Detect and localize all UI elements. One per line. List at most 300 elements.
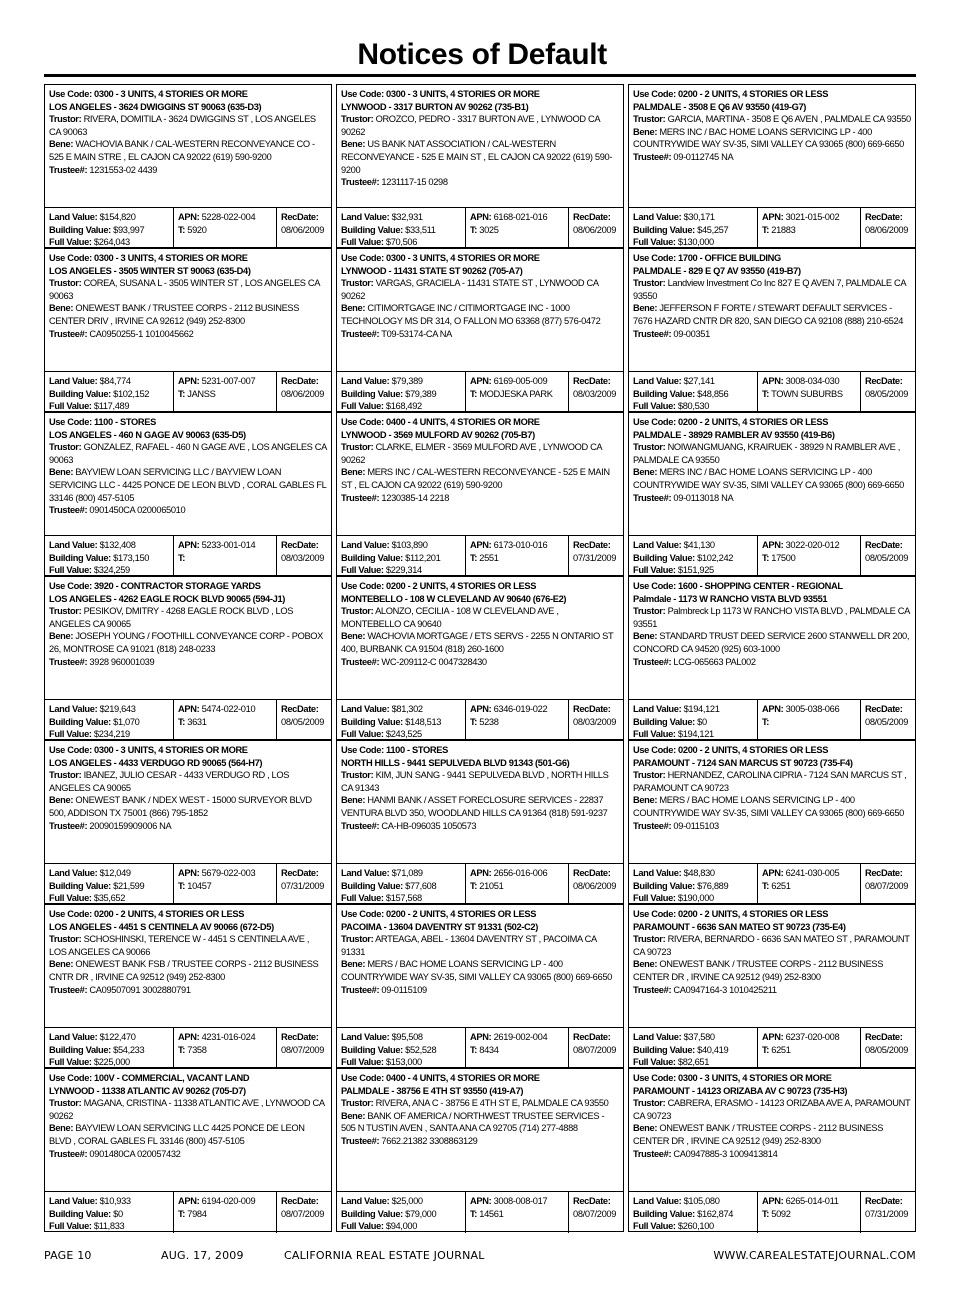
beneficiary-value: MERS INC / BAC HOME LOANS SERVICING LP - 400 COUNTRYWIDE WAY SV-35, SIMI VALLEY CA 93065 (800) 669-6650 (633, 126, 904, 150)
value-row (45, 863, 331, 903)
beneficiary-value: ONEWEST BANK / TRUSTEE CORPS - 2112 BUSINESS CENTER DRIV , IRVINE CA 92612 (949) 252-8300 (49, 303, 300, 326)
value-row (629, 863, 915, 903)
use-code: Use Code: 0300 - 3 UNITS, 4 STORIES OR MORE (341, 89, 540, 99)
recdate-value: 08/05/2009 (865, 552, 909, 563)
building-value-value: $45,257 (697, 224, 729, 235)
trustee-number-value: 7662.21382 3308863129 (381, 1135, 478, 1146)
recdate-column (860, 208, 915, 249)
trustee-number (49, 1148, 328, 1161)
value-row (337, 207, 623, 247)
full-value-value: $157,568 (385, 893, 422, 904)
building-value-label: Building Value: (633, 388, 695, 399)
trustor (633, 277, 912, 302)
building-value-value: $162,874 (697, 1208, 734, 1219)
beneficiary-value: MERS / BAC HOME LOANS SERVICING LP - 400 COUNTRYWIDE WAY SV-35, SIMI VALLEY CA 93065 (800) 669-6650 (341, 959, 612, 982)
property-address: Palmdale - 1173 W RANCHO VISTA BLVD 93551 (633, 593, 828, 604)
full-value-label: Full Value: (49, 1221, 92, 1232)
trustor-value: ARTEAGA, ABEL - 13604 DAVENTRY ST , PACOIMA CA 91331 (341, 934, 597, 957)
land-value-value: $48,830 (683, 868, 715, 878)
notice-details (49, 744, 328, 864)
property-address: NORTH HILLS - 9441 SEPULVEDA BLVD 91343 (501-G6) (341, 757, 570, 768)
apn-value: 6169-005-009 (493, 376, 548, 386)
land-value-value: $105,080 (683, 1196, 720, 1206)
building-value-label: Building Value: (49, 552, 111, 563)
apn (470, 867, 565, 880)
land-value-value: $79,389 (391, 376, 423, 386)
apn-column (173, 700, 276, 741)
notice-card (336, 576, 624, 740)
trustor (633, 605, 912, 630)
beneficiary-value: JEFFERSON F FORTE / STEWART DEFAULT SERVICES - 7676 HAZARD CNTR DR 820, SAN DIEGO CA 92108 (888) 210-6524 (633, 303, 904, 326)
property-address: LYNWOOD - 11431 STATE ST 90262 (705-A7) (341, 265, 523, 276)
trustor (633, 1097, 912, 1122)
recdate-value: 08/07/2009 (865, 880, 909, 891)
use-code: Use Code: 0200 - 2 UNITS, 4 STORIES OR LESS (341, 581, 537, 591)
tract (762, 880, 857, 893)
use-code: Use Code: 0300 - 3 UNITS, 4 STORIES OR MORE (49, 89, 248, 99)
full-value-label: Full Value: (49, 237, 92, 248)
apn (470, 1031, 565, 1044)
recdate-column (860, 1028, 915, 1069)
land-value (49, 211, 170, 224)
trustee-number (633, 328, 912, 341)
tract-label: T: (178, 552, 186, 563)
full-value-label: Full Value: (341, 237, 384, 248)
full-value (633, 1056, 754, 1069)
notice-card (44, 576, 332, 740)
apn (762, 539, 857, 552)
land-value-label: Land Value: (341, 704, 390, 714)
apn (762, 375, 857, 388)
tract-value: 5238 (479, 716, 499, 727)
tract-value: 5092 (771, 1208, 791, 1219)
use-code: Use Code: 1100 - STORES (49, 417, 156, 427)
beneficiary-label: Bene: (341, 467, 366, 478)
full-value (341, 1220, 462, 1233)
apn-column (465, 536, 568, 577)
trustee-number-value: CA0950255-1 1010045662 (89, 328, 194, 339)
recdate-label: RecDate: (573, 376, 611, 386)
full-value-label: Full Value: (49, 565, 92, 576)
recdate-column (568, 1028, 623, 1069)
trustee-number (341, 492, 620, 505)
trustee-number-label: Trustee#: (49, 1148, 88, 1159)
recdate-value: 08/06/2009 (281, 224, 325, 235)
trustee-number-value: CA-HB-096035 1050573 (381, 820, 477, 831)
notice-card (628, 904, 916, 1068)
apn-value: 3008-034-030 (785, 376, 840, 386)
full-value (49, 400, 170, 413)
trustor (49, 441, 328, 466)
building-value-value: $0 (697, 716, 707, 727)
apn-value: 6241-030-005 (785, 868, 840, 878)
tract-value: 8434 (479, 1044, 499, 1055)
trustor-value: ALONZO, CECILIA - 108 W CLEVELAND AVE , MONTEBELLO CA 90640 (341, 606, 559, 629)
notice-card (336, 904, 624, 1068)
value-row (337, 863, 623, 903)
value-row (45, 207, 331, 247)
use-code: Use Code: 0200 - 2 UNITS, 4 STORIES OR LESS (633, 89, 829, 99)
trustee-number-label: Trustee#: (341, 656, 380, 667)
apn (470, 211, 565, 224)
notice-card (628, 740, 916, 904)
tract-label: T: (470, 1208, 478, 1219)
apn (178, 211, 273, 224)
trustor-label: Trustor: (633, 114, 666, 125)
use-code: Use Code: 1600 - SHOPPING CENTER - REGIONAL (633, 581, 843, 591)
notice-card (44, 248, 332, 412)
value-column (45, 864, 173, 905)
notice-details (633, 744, 912, 864)
beneficiary (49, 138, 328, 163)
apn (178, 1031, 273, 1044)
apn-value: 3022-020-012 (785, 540, 840, 550)
full-value-value: $194,121 (677, 729, 714, 740)
apn-label: APN: (470, 212, 492, 222)
property-address: LYNWOOD - 3569 MULFORD AV 90262 (705-B7) (341, 429, 535, 440)
land-value-value: $103,890 (391, 540, 428, 550)
recdate-value: 08/06/2009 (573, 224, 617, 235)
trustee-number-label: Trustee#: (633, 1148, 672, 1159)
value-row (45, 1027, 331, 1067)
value-row (337, 699, 623, 739)
recdate-column (568, 372, 623, 413)
tract (470, 716, 565, 729)
recdate-value: 08/05/2009 (865, 1044, 909, 1055)
trustor-label: Trustor: (633, 934, 666, 945)
notice-card (336, 84, 624, 248)
full-value-label: Full Value: (633, 565, 676, 576)
land-value-value: $25,000 (391, 1196, 423, 1206)
value-column (629, 1028, 757, 1069)
trustee-number (49, 656, 328, 669)
apn (178, 703, 273, 716)
recdate-label: RecDate: (281, 1032, 319, 1042)
land-value (633, 539, 754, 552)
tract (178, 1208, 273, 1221)
trustor (341, 933, 620, 958)
full-value-value: $11,833 (93, 1221, 125, 1232)
apn-label: APN: (762, 868, 784, 878)
trustor-label: Trustor: (49, 770, 82, 781)
value-column (337, 1028, 465, 1069)
beneficiary-label: Bene: (633, 959, 658, 970)
building-value-value: $48,856 (697, 388, 729, 399)
building-value-value: $52,528 (405, 1044, 437, 1055)
trustee-number-value: WC-209112-C 0047328430 (381, 656, 487, 667)
full-value (633, 400, 754, 413)
trustee-number-label: Trustee#: (633, 984, 672, 995)
building-value (633, 1208, 754, 1221)
apn-value: 5231-007-007 (201, 376, 256, 386)
property-address: LOS ANGELES - 460 N GAGE AV 90063 (635-D5) (49, 429, 246, 440)
land-value-value: $30,171 (683, 212, 715, 222)
recdate-value: 08/07/2009 (573, 1044, 617, 1055)
apn (470, 1195, 565, 1208)
value-column (45, 536, 173, 577)
apn-column (465, 1192, 568, 1233)
tract-value: 14561 (479, 1208, 504, 1219)
apn-column (465, 1028, 568, 1069)
trustee-number (49, 820, 328, 833)
recdate-label: RecDate: (281, 212, 319, 222)
apn-value: 6168-021-016 (493, 212, 548, 222)
full-value (341, 564, 462, 577)
building-value-value: $33,511 (405, 224, 436, 235)
beneficiary-label: Bene: (633, 1123, 658, 1134)
full-value (341, 728, 462, 741)
recdate-label: RecDate: (865, 540, 903, 550)
land-value-label: Land Value: (49, 868, 98, 878)
beneficiary-label: Bene: (341, 1110, 366, 1121)
recdate-value: 08/03/2009 (281, 552, 325, 563)
full-value-label: Full Value: (633, 893, 676, 904)
value-column (629, 536, 757, 577)
trustor-value: GONZALEZ, RAFAEL - 460 N GAGE AVE , LOS ANGELES CA 90063 (49, 442, 327, 465)
use-code: Use Code: 3920 - CONTRACTOR STORAGE YARDS (49, 581, 261, 591)
value-row (45, 371, 331, 411)
apn-column (465, 700, 568, 741)
land-value-label: Land Value: (341, 376, 390, 386)
notice-card (44, 904, 332, 1068)
tract-label: T: (470, 1044, 478, 1055)
trustee-number-label: Trustee#: (633, 328, 672, 339)
full-value-value: $243,525 (385, 729, 422, 740)
land-value-value: $154,820 (99, 212, 136, 222)
value-column (629, 864, 757, 905)
notice-details (633, 416, 912, 536)
apn-value: 5679-022-003 (201, 868, 256, 878)
recdate-label: RecDate: (281, 540, 319, 550)
apn-label: APN: (762, 376, 784, 386)
value-row (629, 535, 915, 575)
full-value-value: $35,652 (93, 893, 126, 904)
tract-value: 7358 (187, 1044, 207, 1055)
beneficiary (341, 630, 620, 655)
trustor-value: PESIKOV, DMITRY - 4268 EAGLE ROCK BLVD , LOS ANGELES CA 90065 (49, 606, 294, 629)
land-value-value: $95,508 (391, 1032, 423, 1042)
apn-value: 6265-014-011 (785, 1196, 839, 1206)
apn (762, 1195, 857, 1208)
property-address: LOS ANGELES - 4262 EAGLE ROCK BLVD 90065 (594-J1) (49, 593, 286, 604)
land-value-value: $32,931 (391, 212, 423, 222)
page-footer (44, 1249, 916, 1263)
beneficiary (633, 302, 912, 327)
trustee-number-value: 1231117-15 0298 (381, 177, 448, 188)
land-value (341, 867, 462, 880)
apn-column (173, 372, 276, 413)
apn-value: 4231-016-024 (201, 1032, 256, 1042)
use-code: Use Code: 1100 - STORES (341, 745, 448, 755)
notice-card (628, 412, 916, 576)
tract-label: T: (178, 388, 186, 399)
trustee-number (633, 820, 912, 833)
value-column (45, 372, 173, 413)
recdate-label: RecDate: (865, 868, 903, 878)
land-value-value: $41,130 (683, 540, 715, 550)
apn (178, 867, 273, 880)
recdate-value: 08/05/2009 (865, 388, 909, 399)
full-value-value: $153,000 (385, 1057, 422, 1068)
recdate-label: RecDate: (573, 1196, 611, 1206)
apn-column (173, 536, 276, 577)
use-code: Use Code: 0200 - 2 UNITS, 4 STORIES OR LESS (633, 909, 829, 919)
full-value (633, 1220, 754, 1233)
tract (470, 388, 565, 401)
recdate-value: 08/03/2009 (573, 716, 617, 727)
trustee-number (341, 984, 620, 997)
notice-card (336, 1068, 624, 1232)
recdate-column (276, 1028, 331, 1069)
value-row (629, 207, 915, 247)
apn-value: 5233-001-014 (201, 540, 256, 550)
value-row (629, 1027, 915, 1067)
tract-value: 2551 (479, 552, 499, 563)
land-value-value: $10,933 (99, 1196, 131, 1206)
tract-value: 3631 (187, 716, 207, 727)
full-value-label: Full Value: (633, 729, 676, 740)
tract-value: TOWN SUBURBS (771, 388, 843, 399)
beneficiary-label: Bene: (633, 467, 658, 478)
tract-value: 21883 (771, 224, 796, 235)
notice-details (49, 1072, 328, 1192)
trustor-value: RIVERA, ANA C - 38756 E 4TH ST E, PALMDALE CA 93550 (375, 1098, 609, 1109)
trustee-number-label: Trustee#: (341, 820, 380, 831)
trustor-value: OROZCO, PEDRO - 3317 BURTON AVE , LYNWOOD CA 90262 (341, 114, 600, 137)
use-code: Use Code: 0200 - 2 UNITS, 4 STORIES OR LESS (49, 909, 245, 919)
notice-details (341, 88, 620, 208)
recdate-column (860, 864, 915, 905)
land-value-value: $194,121 (683, 704, 720, 714)
trustee-number-value: 3928 960001039 (89, 656, 155, 667)
full-value (49, 236, 170, 249)
beneficiary-value: MERS / BAC HOME LOANS SERVICING LP - 400 COUNTRYWIDE WAY SV-35, SIMI VALLEY CA 93065 (800) 669-6650 (633, 795, 904, 818)
trustee-number-label: Trustee#: (633, 492, 672, 503)
building-value-label: Building Value: (633, 224, 695, 235)
land-value-label: Land Value: (49, 704, 98, 714)
beneficiary-label: Bene: (633, 631, 658, 642)
property-address: PALMDALE - 3508 E Q6 AV 93550 (419-G7) (633, 101, 807, 112)
building-value-label: Building Value: (341, 716, 403, 727)
tract (178, 388, 273, 401)
full-value (49, 1220, 170, 1233)
trustee-number (341, 176, 620, 189)
notice-card (44, 412, 332, 576)
full-value (49, 728, 170, 741)
notice-card (44, 1068, 332, 1232)
beneficiary-value: ONEWEST BANK FSB / TRUSTEE CORPS - 2112 BUSINESS CNTR DR , IRVINE CA 92512 (949) 252-8300 (49, 959, 319, 982)
full-value-value: $229,314 (385, 565, 422, 576)
notice-details (341, 744, 620, 864)
trustee-number (341, 820, 620, 833)
apn-label: APN: (762, 1032, 784, 1042)
apn-label: APN: (762, 1196, 784, 1206)
notice-details (633, 252, 912, 372)
full-value (633, 564, 754, 577)
recdate-label: RecDate: (573, 868, 611, 878)
beneficiary-label: Bene: (633, 303, 658, 314)
recdate-value: 08/06/2009 (573, 880, 617, 891)
recdate-column (568, 536, 623, 577)
land-value (341, 539, 462, 552)
recdate-column (860, 536, 915, 577)
beneficiary (49, 794, 328, 819)
value-column (337, 1192, 465, 1233)
tract-label: T: (178, 880, 186, 891)
apn-label: APN: (470, 1032, 492, 1042)
building-value-value: $79,000 (405, 1208, 437, 1219)
land-value (633, 867, 754, 880)
trustee-number-value: T09-53174-CA NA (381, 328, 452, 339)
footer-website[interactable]: WWW.CAREALESTATEJOURNAL.COM (713, 1249, 916, 1262)
notice-details (341, 416, 620, 536)
beneficiary-label: Bene: (49, 795, 74, 806)
trustee-number-value: CA0947885-3 1009413814 (673, 1148, 778, 1159)
trustor (341, 1097, 620, 1110)
trustor-label: Trustor: (49, 1098, 82, 1109)
tract-value: 5920 (187, 224, 207, 235)
notice-details (341, 580, 620, 700)
land-value-label: Land Value: (633, 868, 682, 878)
land-value-label: Land Value: (49, 540, 98, 550)
tract-label: T: (762, 224, 770, 235)
notice-card (336, 248, 624, 412)
beneficiary-value: BAYVIEW LOAN SERVICING LLC / BAYVIEW LOAN SERVICING LLC - 4425 PONCE DE LEON BLVD , CORAL GABLES FL 33146 (800) 457-5105 (49, 467, 327, 503)
apn-column (465, 208, 568, 249)
value-column (45, 700, 173, 741)
trustee-number (633, 151, 912, 164)
apn-label: APN: (178, 212, 200, 222)
notice-details (49, 88, 328, 208)
apn-value: 2619-002-004 (493, 1032, 548, 1042)
footer-publication: CALIFORNIA REAL ESTATE JOURNAL (284, 1249, 485, 1262)
building-value (633, 1044, 754, 1057)
beneficiary-value: HANMI BANK / ASSET FORECLOSURE SERVICES - 22837 VENTURA BLVD 350, WOODLAND HILLS CA 91364 (818) 591-9237 (341, 795, 608, 818)
title-rule (44, 74, 916, 77)
land-value (633, 1195, 754, 1208)
recdate-value: 08/03/2009 (573, 388, 617, 399)
apn-value: 2656-016-006 (493, 868, 548, 878)
tract (762, 1044, 857, 1057)
recdate-label: RecDate: (865, 1032, 903, 1042)
trustor-label: Trustor: (49, 442, 82, 453)
tract-value: 3025 (479, 224, 499, 235)
building-value-label: Building Value: (341, 224, 403, 235)
land-value (49, 703, 170, 716)
land-value-value: $132,408 (99, 540, 136, 550)
apn-column (173, 864, 276, 905)
recdate-value: 07/31/2009 (865, 1208, 909, 1219)
building-value (341, 224, 462, 237)
building-value (633, 224, 754, 237)
apn-column (465, 372, 568, 413)
property-address: LOS ANGELES - 3505 WINTER ST 90063 (635-D4) (49, 265, 251, 276)
trustor-label: Trustor: (49, 934, 82, 945)
use-code: Use Code: 0300 - 3 UNITS, 4 STORIES OR MORE (49, 253, 248, 263)
building-value (341, 1044, 462, 1057)
land-value (633, 375, 754, 388)
value-column (45, 1028, 173, 1069)
trustor-value: HERNANDEZ, CAROLINA CIPRIA - 7124 SAN MARCUS ST , PARAMOUNT CA 90723 (633, 770, 907, 793)
full-value (341, 892, 462, 905)
property-address: LOS ANGELES - 4433 VERDUGO RD 90065 (564-H7) (49, 757, 263, 768)
trustor (341, 769, 620, 794)
building-value (49, 716, 170, 729)
value-column (337, 864, 465, 905)
tract-label: T: (470, 880, 478, 891)
full-value-value: $260,100 (677, 1221, 714, 1232)
building-value-value: $79,389 (405, 388, 437, 399)
